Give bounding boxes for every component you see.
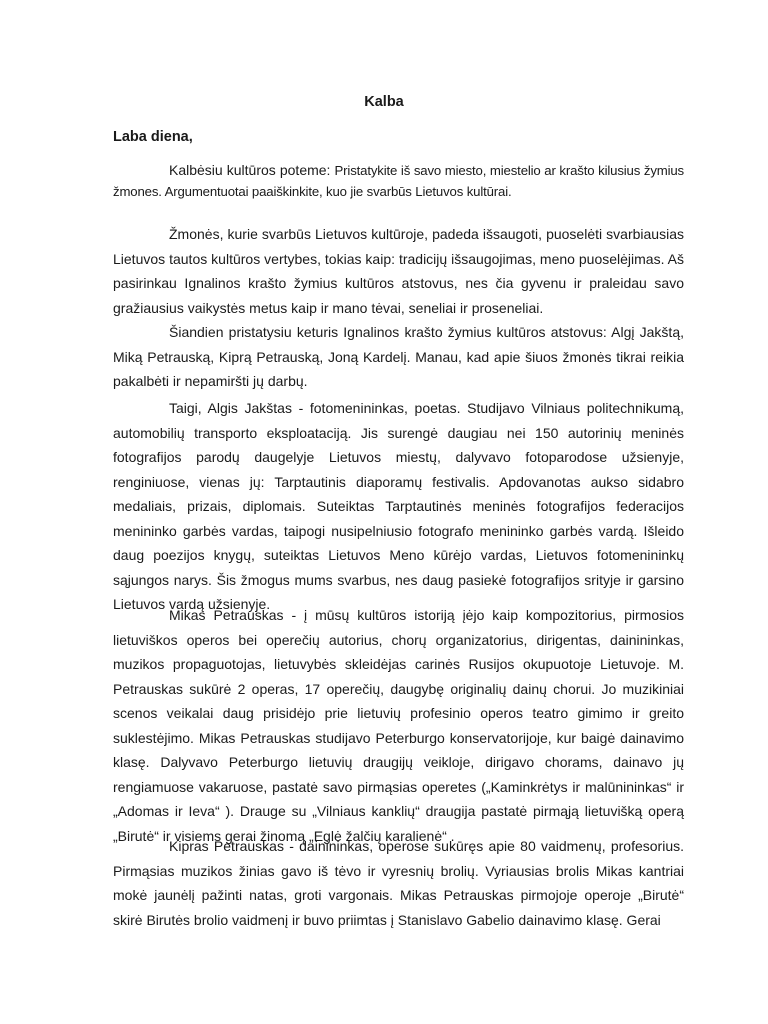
paragraph-kipras-petrauskas: Kipras Petrauskas - dainininkas, operose sukūręs apie 80 vaidmenų, profesorius. Pirmąsias muzikos žinias gavo iš tėvo ir vyresnių brolių. Vyriausias brolis Mikas kantriai mokė jaunėlį pažinti natas, groti vargonais. Mikas Petrauskas pirmojoje operoje „Birutė“ skirė Birutės brolio vaidmenį ir buvo priimtas į Stanislavo Gabelio dainavimo klasę. Gerai: [113, 838, 684, 928]
document-title: Kalba: [364, 94, 404, 110]
topic-paragraph: [113, 160, 684, 202]
paragraph-overview: Šiandien pristatysiu keturis Ignalinos krašto žymius kultūros atstovus: Algį Jakštą, Miką Petrauską, Kiprą Petrauską, Joną Kardelį. Manau, kad apie šiuos žmonės tikrai reikia pakalbėti ir nepamiršti jų darbų.: [113, 324, 684, 389]
greeting: Laba diena,: [113, 129, 193, 145]
paragraph-algis-jakstas: Taigi, Algis Jakštas - fotomenininkas, poetas. Studijavo Vilniaus politechnikumą, automobilių transporto eksploataciją. Jis surengė daugiau nei 150 autorinių meninės fotografijos parodų daugelyje Lietuvos miestų, dalyvavo fotoparodose užsienyje, renginiuose, vienas jų: Tarptautinis diaporamų festivalis. Apdovanotas aukso sidabro medaliais, prizais, diplomais. Suteiktas Tarptautinės meninės fotografijos federacijos menininko garbės vardas, taipogi nusipelniusio fotografo menininko garbės vardą. Išleido daug poezijos knygų, suteiktas Lietuvos Meno kūrėjo vardas, Lietuvos fotomenininkų sąjungos narys. Šis žmogus mums svarbus, nes daug pasiekė fotografijos srityje ir garsino Lietuvos vardą užsienyje.: [113, 400, 684, 612]
paragraph-mikas-petrauskas: Mikas Petrauskas - į mūsų kultūros istoriją įėjo kaip kompozitorius, pirmosios lietuviškos operos bei operečių autorius, chorų organizatorius, dirigentas, dainininkas, muzikos propaguotojas, lietuvybės skleidėjas carinės Rusijos okupuotoje Lietuvoje. M. Petrauskas sukūrė 2 operas, 17 operečių, daugybę originalių dainų chorui. Jo muzikiniai scenos veikalai daug prisidėjo prie lietuvių profesinio operos teatro gimimo ir greito suklestėjimo. Mikas Petrauskas studijavo Peterburgo konservatorijoje, kur baigė dainavimo klasę. Dalyvavo Peterburgo lietuvių draugijų veikloje, dirigavo chorams, dainavo jų rengiamuose vakaruose, pastatė savo pirmąsias operetes („Kaminkrėtys ir malūnininkas“ ir „Adomas ir Ieva“ ). Drauge su „Vilniaus kanklių“ draugija pastatė pirmąją lietuvišką operą „Birutė“ ir visiems gerai žinomą „Eglė žalčių karalienė“ .: [113, 607, 684, 844]
topic-task: Pristatykite iš savo miesto, miestelio ar krašto kilusius žymius žmones. Argumentuotai paaiškinkite, kuo jie svarbūs Lietuvos kultūrai.: [113, 163, 685, 199]
paragraph-intro: Žmonės, kurie svarbūs Lietuvos kultūroje, padeda išsaugoti, puoselėti svarbiausias Lietuvos tautos kultūros vertybes, tokias kaip: tradicijų išsaugojimas, meno puoselėjimas. Aš pasirinkau Ignalinos krašto žymius kultūros atstovus, nes čia gyvenu ir praleidau savo gražiausius vaikystės metus kaip ir mano tėvai, seneliai ir proseneliai.: [113, 226, 684, 316]
topic-lead: Kalbėsiu kultūros poteme:: [169, 162, 335, 178]
